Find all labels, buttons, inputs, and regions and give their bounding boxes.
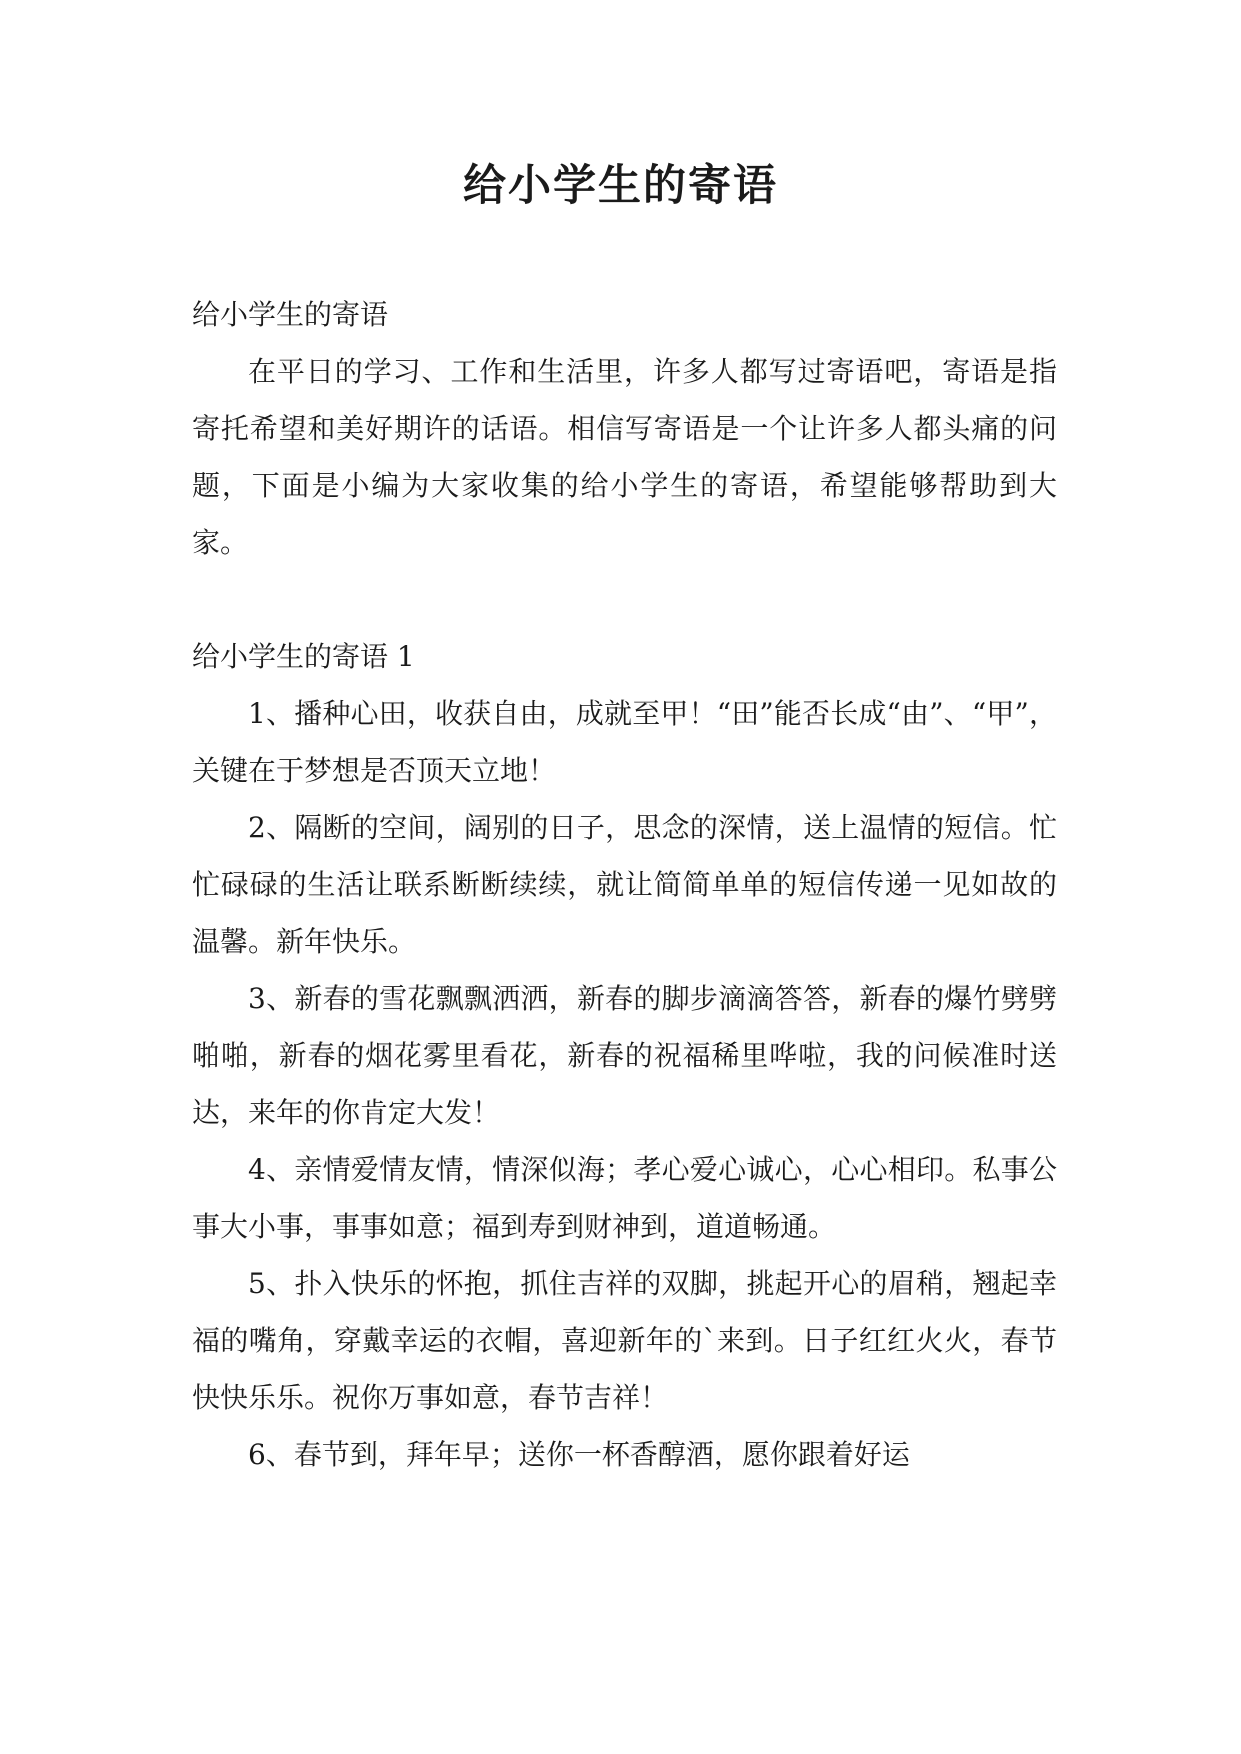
intro-paragraph: 在平日的学习、工作和生活里，许多人都写过寄语吧，寄语是指寄托希望和美好期许的话语。相信写寄语是一个让许多人都头痛的问题，下面是小编为大家收集的给小学生的寄语，希望能够帮助到大家。	[192, 355, 1057, 559]
document-title: 给小学生的寄语	[463, 161, 778, 211]
list-item-6: 6、春节到，拜年早；送你一杯香醇酒，愿你跟着好运	[248, 1438, 910, 1471]
list-item-3: 3、新春的雪花飘飘洒洒，新春的脚步滴滴答答，新春的爆竹劈劈啪啪，新春的烟花雾里看花，新春的祝福稀里哗啦，我的问候准时送达，来年的你肯定大发！	[192, 982, 1057, 1129]
document-body	[192, 286, 1057, 1483]
list-item-4: 4、亲情爱情友情，情深似海；孝心爱心诚心，心心相印。私事公事大小事，事事如意；福到寿到财神到，道道畅通。	[192, 1153, 1057, 1243]
list-item-1: 1、播种心田，收获自由，成就至甲！“田”能否长成“由”、“甲”，关键在于梦想是否顶天立地！	[192, 697, 1057, 787]
list-item-2: 2、隔断的空间，阔别的日子，思念的深情，送上温情的短信。忙忙碌碌的生活让联系断断续续，就让简简单单的短信传递一见如故的温馨。新年快乐。	[192, 811, 1057, 958]
paragraph-spacer	[192, 571, 1057, 628]
section-heading: 给小学生的寄语 1	[192, 640, 415, 673]
list-item-5: 5、扑入快乐的怀抱，抓住吉祥的双脚，挑起开心的眉稍，翘起幸福的嘴角，穿戴幸运的衣帽，喜迎新年的`来到。日子红红火火，春节快快乐乐。祝你万事如意，春节吉祥！	[192, 1267, 1057, 1414]
document-subtitle: 给小学生的寄语	[192, 298, 389, 331]
